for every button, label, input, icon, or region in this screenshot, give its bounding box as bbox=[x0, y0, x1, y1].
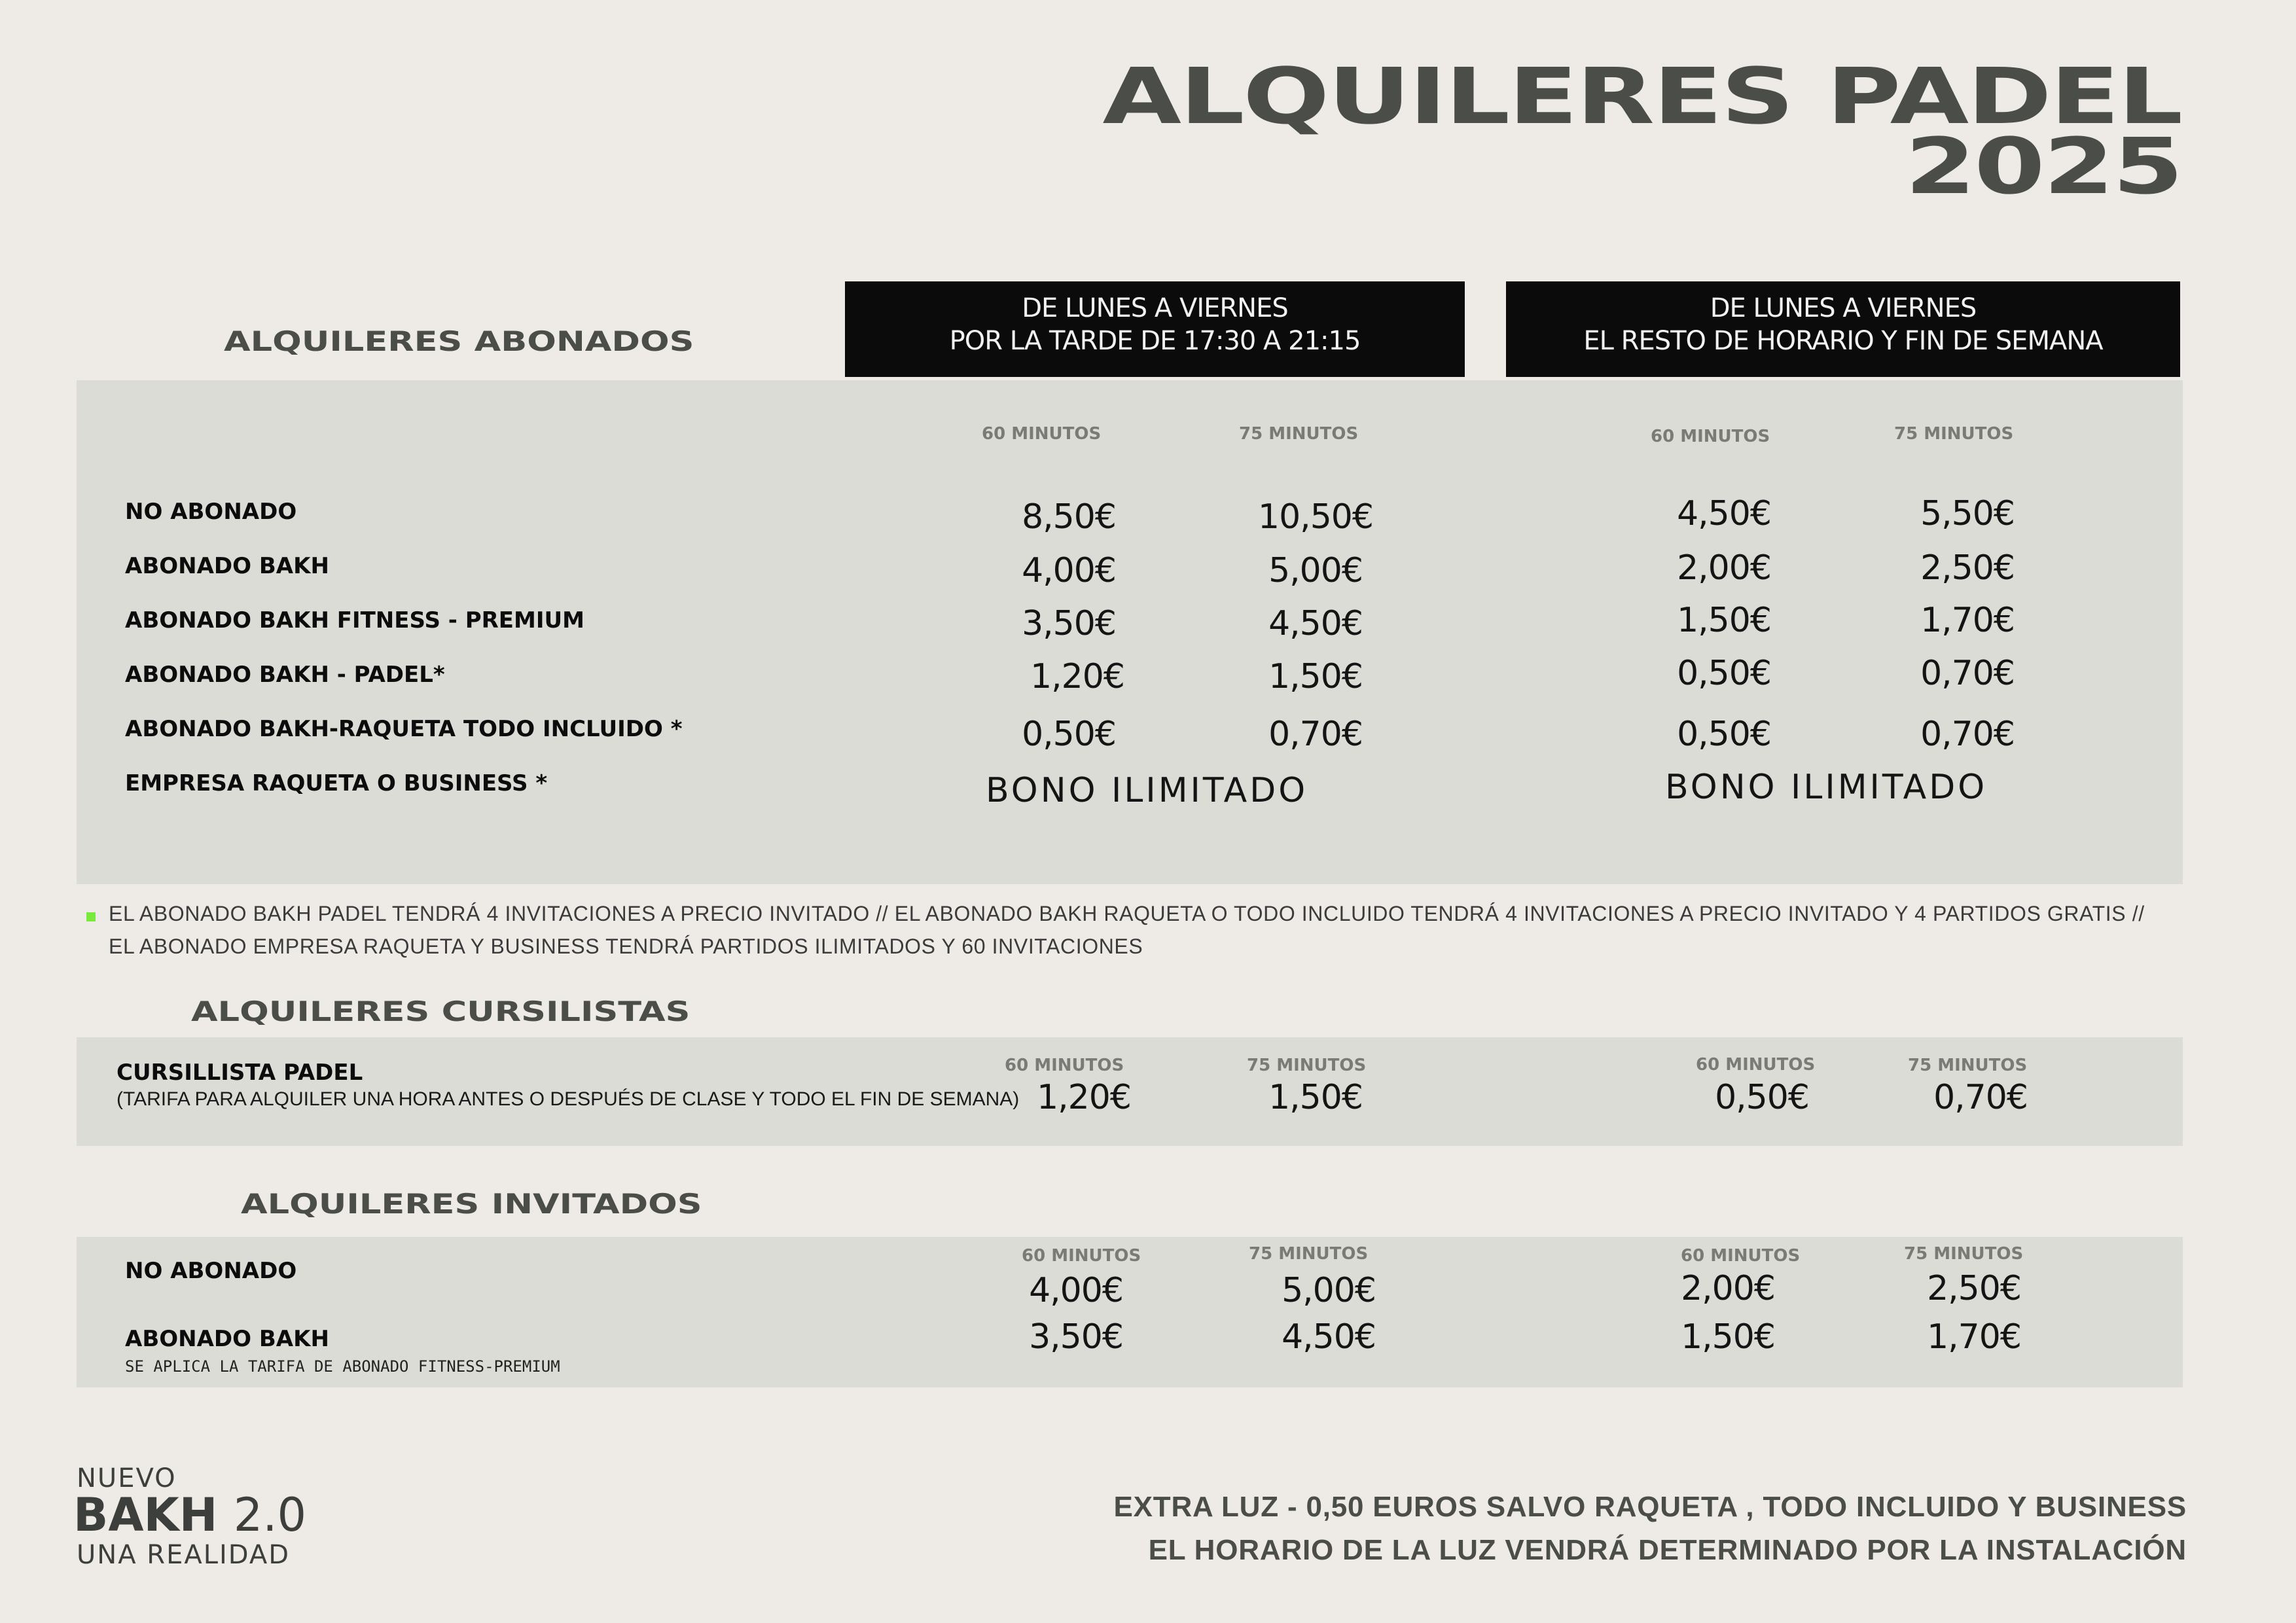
price-cell: 4,50€ bbox=[1677, 494, 1771, 533]
footer-extra-light-text: - 0,50 EUROS SALVO RAQUETA , TODO INCLUIDO Y BUSINESS bbox=[1278, 1491, 2187, 1523]
schedule-header-line: POR LA TARDE DE 17:30 A 21:15 bbox=[949, 326, 1361, 356]
brand-name: BAKH bbox=[73, 1488, 218, 1542]
rate-label: NO ABONADO bbox=[125, 1258, 297, 1284]
rate-label: CURSILLISTA PADEL bbox=[117, 1060, 363, 1086]
note-line: EL ABONADO BAKH PADEL TENDRÁ 4 INVITACIONES A PRECIO INVITADO // EL ABONADO BAKH RAQUETA O TODO INCLUIDO TENDRÁ 4 INVITACIONES A PRECIO INVITADO Y 4 PARTIDOS GRATIS // bbox=[109, 902, 2145, 925]
schedule-header-line: EL RESTO DE HORARIO Y FIN DE SEMANA bbox=[1583, 326, 2103, 356]
duration-label: 60 MINUTOS bbox=[1022, 1246, 1141, 1266]
duration-label: 75 MINUTOS bbox=[1247, 1056, 1367, 1075]
price-cell: 2,00€ bbox=[1677, 548, 1771, 588]
price-cell: 3,50€ bbox=[1022, 604, 1116, 643]
brand-tagline-top: NUEVO bbox=[77, 1463, 177, 1493]
price-cell: 1,50€ bbox=[1268, 1078, 1363, 1117]
brand-version: 2.0 bbox=[233, 1488, 307, 1542]
section-title-invitados: ALQUILERES INVITADOS bbox=[241, 1188, 702, 1220]
duration-label: 60 MINUTOS bbox=[1651, 427, 1770, 446]
duration-label: 60 MINUTOS bbox=[982, 424, 1102, 444]
price-cell: 8,50€ bbox=[1022, 497, 1116, 537]
section-title-cursillistas: ALQUILERES CURSILISTAS bbox=[191, 995, 691, 1027]
price-cell: 1,50€ bbox=[1677, 601, 1771, 640]
page-year: 2025 bbox=[1905, 121, 2181, 211]
rate-sub-label: SE APLICA LA TARIFA DE ABONADO FITNESS-PREMIUM bbox=[125, 1357, 560, 1376]
price-cell: 5,50€ bbox=[1920, 494, 2015, 533]
schedule-header-line: DE LUNES A VIERNES bbox=[1710, 293, 1977, 323]
footer-light-schedule: EL HORARIO DE LA LUZ VENDRÁ DETERMINADO POR LA INSTALACIÓN bbox=[1148, 1534, 2187, 1566]
footer-extra-light-label: EXTRA LUZ bbox=[1113, 1491, 1279, 1523]
rate-label: ABONADO BAKH - PADEL* bbox=[125, 662, 445, 688]
price-cell: 5,00€ bbox=[1282, 1271, 1376, 1310]
price-cell: 4,50€ bbox=[1268, 604, 1363, 643]
rate-label: ABONADO BAKH bbox=[125, 1326, 329, 1352]
footer-extra-light bbox=[1113, 1491, 2187, 1524]
rate-label: ABONADO BAKH FITNESS - PREMIUM bbox=[125, 607, 584, 633]
price-cell: 1,70€ bbox=[1927, 1317, 2021, 1357]
duration-label: 75 MINUTOS bbox=[1904, 1244, 2024, 1264]
duration-label: 75 MINUTOS bbox=[1894, 424, 2014, 444]
price-cell: 4,00€ bbox=[1029, 1271, 1123, 1310]
duration-label: 75 MINUTOS bbox=[1249, 1244, 1369, 1264]
schedule-header-rest bbox=[1506, 281, 2180, 377]
price-cell: 2,00€ bbox=[1681, 1269, 1775, 1308]
price-cell: 1,70€ bbox=[1920, 601, 2015, 640]
price-cell: 0,70€ bbox=[1933, 1078, 2028, 1117]
page-title: ALQUILERES PADEL bbox=[1102, 51, 2181, 141]
unlimited-bond: BONO ILIMITADO bbox=[986, 771, 1308, 810]
duration-label: 60 MINUTOS bbox=[1005, 1056, 1124, 1075]
rate-label: EMPRESA RAQUETA O BUSINESS * bbox=[125, 770, 548, 796]
duration-label: 75 MINUTOS bbox=[1908, 1056, 2028, 1075]
duration-label: 60 MINUTOS bbox=[1681, 1246, 1801, 1266]
duration-label: 60 MINUTOS bbox=[1696, 1055, 1816, 1075]
section-title-abonados: ALQUILERES ABONADOS bbox=[224, 325, 694, 357]
price-cell: 0,70€ bbox=[1920, 654, 2015, 693]
schedule-header-line: DE LUNES A VIERNES bbox=[1022, 293, 1288, 323]
price-cell: 10,50€ bbox=[1258, 497, 1373, 537]
price-cell: 2,50€ bbox=[1920, 548, 2015, 588]
price-cell: 0,50€ bbox=[1677, 715, 1771, 754]
schedule-header-weekday-evening bbox=[845, 281, 1465, 377]
price-cell: 4,00€ bbox=[1022, 551, 1116, 590]
price-cell: 1,50€ bbox=[1268, 657, 1363, 696]
price-cell: 0,70€ bbox=[1920, 715, 2015, 754]
price-cell: 0,50€ bbox=[1677, 654, 1771, 693]
price-cell: 0,70€ bbox=[1268, 715, 1363, 754]
price-cell: 3,50€ bbox=[1029, 1317, 1123, 1357]
price-cell: 4,50€ bbox=[1282, 1317, 1376, 1357]
rate-label: ABONADO BAKH bbox=[125, 553, 329, 579]
price-cell: 1,20€ bbox=[1037, 1078, 1131, 1117]
price-cell: 5,00€ bbox=[1268, 551, 1363, 590]
unlimited-bond: BONO ILIMITADO bbox=[1665, 768, 1988, 807]
rate-label: NO ABONADO bbox=[125, 499, 297, 525]
price-cell: 1,20€ bbox=[1030, 657, 1124, 696]
price-cell: 1,50€ bbox=[1681, 1317, 1775, 1357]
duration-label: 75 MINUTOS bbox=[1239, 424, 1359, 444]
brand-tagline-bottom: UNA REALIDAD bbox=[77, 1540, 291, 1570]
price-cell: 0,50€ bbox=[1022, 715, 1116, 754]
note-bullet bbox=[86, 912, 96, 921]
price-cell: 2,50€ bbox=[1927, 1269, 2021, 1308]
rate-label: ABONADO BAKH-RAQUETA TODO INCLUIDO * bbox=[125, 716, 683, 742]
price-cell: 0,50€ bbox=[1715, 1078, 1809, 1117]
brand-logo bbox=[73, 1488, 306, 1542]
note-line: EL ABONADO EMPRESA RAQUETA Y BUSINESS TENDRÁ PARTIDOS ILIMITADOS Y 60 INVITACIONES bbox=[109, 935, 1143, 958]
rate-sub-label: (TARIFA PARA ALQUILER UNA HORA ANTES O DESPUÉS DE CLASE Y TODO EL FIN DE SEMANA) bbox=[117, 1088, 1020, 1110]
